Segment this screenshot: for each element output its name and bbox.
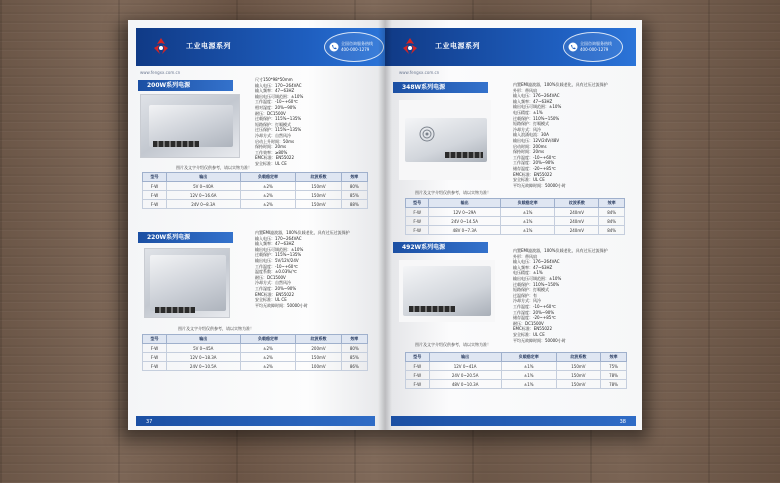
spec-line: 尺寸150*98*50mm [255,77,293,82]
table-row [143,362,368,371]
table-cell: 24V 0~10.5A [166,362,240,371]
spec-line: 安全标准：UL CE [513,177,545,183]
table-cell: 84% [599,217,625,226]
table-cell: ±1% [500,217,554,226]
photo-note: 图片及文字介绍仅供参考，请以实物为准！ [178,326,254,331]
table-cell: 12V 0~29A [429,208,501,217]
spec-line: 输入浪涌电流：30A [513,132,549,138]
table-cell: F-W [143,362,167,371]
spec-line: 工作湿度：20%~90% [513,309,555,315]
spec-line: 过载保护：110%~150% [513,115,560,121]
spec-line: 电压精度：±1% [513,270,543,276]
section-title-348w: 348W系列电源 [393,82,488,93]
spec-line: 冷却方式：自然风冷 [255,280,291,286]
spec-list-348w [513,82,635,188]
table-cell: ±2% [240,191,296,200]
spec-line: 冷却方式：风冷 [513,298,541,304]
table-cell: 78% [601,371,627,380]
table-cell: 78% [601,380,627,389]
page-number-right: 38 [619,419,626,425]
spec-line: 内置EMI滤波器，100%负载老化，具有过压过流保护 [513,82,608,87]
spec-line: 平均无故障时间：50000小时 [513,182,566,188]
column-header: 纹波系数 [296,173,341,182]
spec-line: 平均无故障时间：50000小时 [513,337,566,343]
column-header: 效率 [601,353,627,362]
spec-line: 输入频率：47~63HZ [255,241,295,247]
table-cell: 48V 0~10.3A [429,380,501,389]
table-cell: 150mV [296,200,341,209]
spec-line: 输出电压：5V/12V/24V [255,257,299,263]
spec-list-200w [255,77,375,167]
hotline-text [341,41,373,53]
hotline-number: 400-000-1279 [341,47,370,52]
spec-line: 启动上升时间：50ms [255,138,295,144]
table-row [406,217,625,226]
spec-line: 相对湿度：20%~90% [255,104,297,110]
table-cell: F-W [406,362,430,371]
photo-note: 图片及文字介绍仅供参考，请以实物为准！ [415,190,491,195]
table-cell: 80% [341,344,367,353]
table-cell: F-W [143,200,167,209]
brand-logo-icon [399,36,421,58]
spec-line: 工作温度：-10~+60℃ [255,263,298,269]
spec-line: EMC标准：EN55022 [255,291,295,297]
spec-line: 工作温度：-10~+60℃ [513,154,556,160]
spec-line: 耐压：DC1500V [255,110,286,116]
spec-line: 输入频率：47~63HZ [513,264,553,270]
table-cell: 200mV [296,344,341,353]
table-cell: F-W [143,182,167,191]
spec-line: 温度系数：±0.03%/℃ [255,269,297,275]
spec-line: 输入电压：170~264VAC [255,82,302,88]
spec-line: 过载保护：115%~135% [255,252,302,258]
spec-line: 短路保护：打嗝模式 [513,121,549,127]
product-photo-220w [144,248,230,318]
column-header: 输出 [166,335,240,344]
section-title-200w: 200W系列电源 [138,80,233,91]
spec-line: 输出电压：12V/24V/48V [513,137,560,143]
brand-logo-icon [150,36,172,58]
table-row [406,226,625,235]
spec-line: 输入电压：176~264VAC [513,93,560,99]
spec-line: EMC标准：EN55022 [513,326,553,332]
table-cell: F-W [143,344,167,353]
table-header-row [406,353,627,362]
spec-line: 工作温度：-10~+60℃ [513,303,556,309]
table-cell: 84% [599,208,625,217]
table-cell: 150mV [556,371,600,380]
column-header: 效率 [341,335,367,344]
table-cell: ±2% [240,344,296,353]
spec-line: 保持时间：20ms [255,144,287,150]
spec-line: 安全标准：UL CE [513,331,545,337]
hotline-text [580,41,612,53]
book-spine [378,20,392,430]
column-header: 型号 [143,173,167,182]
table-cell: 12V 0~18.3A [166,353,240,362]
table-cell: ±1% [501,362,556,371]
table-row [406,362,627,371]
spec-line: EMC标准：EN55022 [255,155,295,161]
column-header: 输出 [429,199,501,208]
spec-line: 输出电压可调范围：±10% [255,246,304,252]
table-cell: 12V 0~41A [429,362,501,371]
table-cell: 150mV [296,353,341,362]
right-page-header [385,28,636,66]
photo-note: 图片及文字介绍仅供参考，请以实物为准！ [176,165,252,170]
hotline-label: 全国咨询服务热线 [341,41,373,46]
spec-line: 冷却方式：风冷 [513,126,541,132]
spec-line: 电压精度：±1% [513,109,543,115]
column-header: 效率 [599,199,625,208]
column-header: 负载稳定率 [240,335,296,344]
spec-line: 工作效率：≥80% [255,149,288,155]
table-cell: ±2% [240,353,296,362]
table-row [143,191,368,200]
right-page [385,20,642,430]
spec-line: 储存温度：-20~+85℃ [513,165,556,171]
spec-list-492w [513,248,635,343]
hotline-badge [563,32,623,62]
spec-line: 过温保护：有 [513,292,537,298]
spec-line: 工作温度：-10~+60℃ [255,99,298,105]
table-cell: ±1% [501,371,556,380]
brand-name: 工业电源系列 [435,42,480,50]
spec-line: 外形：带风扇 [513,253,537,259]
table-cell: 75% [601,362,627,371]
product-photo-492w [399,260,495,322]
table-cell: 85% [341,353,367,362]
spec-line: 输入电压：176~264VAC [513,259,560,265]
table-cell: F-W [406,380,430,389]
table-row [143,344,368,353]
photo-note: 图片及文字介绍仅供参考，请以实物为准！ [415,342,491,347]
table-cell: 5V 0~45A [166,344,240,353]
table-cell: F-W [143,353,167,362]
spec-table-220w [142,334,368,371]
spec-line: 外形：带风扇 [513,87,537,93]
spec-line: 内置EMI滤波器，100%负载老化，具有过压过流保护 [513,248,608,253]
spec-line: 输出电压可调范围：±10% [513,275,562,281]
spec-line: 输入频率：47~63HZ [255,88,295,94]
table-cell: 24V 0~8.3A [166,200,240,209]
spec-line: 平均无故障时间：50000小时 [255,302,308,308]
spec-line: 内置EMI滤波器，100%负载老化，具有过压过流保护 [255,230,350,235]
table-row [143,200,368,209]
column-header: 型号 [406,353,430,362]
spec-line: 过载保护：115%~135% [255,116,302,122]
page-number-left: 37 [146,419,153,425]
spec-line: 过载保护：110%~150% [513,281,560,287]
column-header: 纹波系数 [556,353,600,362]
column-header: 效率 [341,173,367,182]
section-title-492w: 492W系列电源 [393,242,488,253]
spec-table-492w [405,352,627,389]
table-cell: 85% [341,191,367,200]
table-cell: 80% [341,182,367,191]
table-cell: 88% [341,200,367,209]
table-cell: ±1% [500,208,554,217]
table-cell: 100mV [296,362,341,371]
table-cell: 24V 0~14.5A [429,217,501,226]
spec-table-200w [142,172,368,209]
spec-line: 工作湿度：20%~90% [513,160,555,166]
table-row [406,380,627,389]
table-header-row [143,173,368,182]
spec-list-220w [255,230,375,308]
table-cell: F-W [143,191,167,200]
hotline-label: 全国咨询服务热线 [580,41,612,46]
column-header: 纹波系数 [296,335,341,344]
spec-line: 安全标准：UL CE [255,160,287,166]
table-cell: 84% [599,226,625,235]
table-row [406,208,625,217]
table-cell: 86% [341,362,367,371]
spec-line: 安全标准：UL CE [255,297,287,303]
table-header-row [143,335,368,344]
spec-line: 保持时间：20ms [513,149,545,155]
product-photo-348w [399,100,491,180]
spec-line: 启动时间：200ms [513,143,547,149]
table-cell: 150mV [556,380,600,389]
spec-line: 储存温度：-20~+85℃ [513,315,556,321]
spec-line: 耐压：DC1500V [513,320,544,326]
fan-grill-icon [419,126,435,142]
table-cell: F-W [406,226,429,235]
spec-line: 输出电压可调范围：±10% [513,104,562,110]
table-cell: ±2% [240,182,296,191]
table-row [143,182,368,191]
spec-line: 过压保护：115%~135% [255,127,302,133]
spec-line: 冷却方式：自然风冷 [255,132,291,138]
table-cell: 150mV [556,362,600,371]
spec-line: EMC标准：EN55022 [513,171,553,177]
hotline-number: 400-000-1279 [580,47,609,52]
left-page-footer [136,416,375,426]
column-header: 输出 [429,353,501,362]
table-cell: F-W [406,208,429,217]
spec-line: 短路保护：打嗝模式 [513,287,549,293]
spec-line: 工作湿度：20%~90% [255,285,297,291]
spec-line: 短路保护：打嗝模式 [255,121,291,127]
table-cell: F-W [406,217,429,226]
table-cell: 240mV [555,226,599,235]
column-header: 纹波系数 [555,199,599,208]
table-cell: 240mV [555,208,599,217]
table-row [143,353,368,362]
table-cell: ±1% [500,226,554,235]
website-text: www.fengxx.com.cn [399,70,440,75]
spec-line: 输入电压：170~264VAC [255,235,302,241]
section-title-220w: 220W系列电源 [138,232,233,243]
left-page-header [136,28,385,66]
table-row [406,371,627,380]
product-photo-200w [140,94,240,158]
open-brochure [128,20,642,430]
table-cell: 5V 0~40A [166,182,240,191]
table-cell: 12V 0~16.6A [166,191,240,200]
table-cell: F-W [406,371,430,380]
website-text: www.fengxx.com.cn [140,70,181,75]
left-page [128,20,385,430]
spec-table-348w [405,198,625,235]
table-cell: 150mV [296,182,341,191]
table-cell: ±1% [501,380,556,389]
brand-name: 工业电源系列 [186,42,231,50]
phone-icon [568,42,578,52]
table-cell: 24V 0~20.5A [429,371,501,380]
right-page-footer [391,416,636,426]
column-header: 型号 [406,199,429,208]
spec-line: 输入频率：47~63HZ [513,98,553,104]
spec-line: 输出电压可调范围：±10% [255,93,304,99]
column-header: 输出 [166,173,240,182]
table-cell: 48V 0~7.3A [429,226,501,235]
column-header: 负载稳定率 [501,353,556,362]
table-header-row [406,199,625,208]
table-cell: ±2% [240,200,296,209]
column-header: 负载稳定率 [240,173,296,182]
hotline-badge [324,32,384,62]
spec-line: 耐压：DC1500V [255,274,286,280]
table-cell: 240mV [555,217,599,226]
phone-icon [329,42,339,52]
table-cell: 150mV [296,191,341,200]
column-header: 负载稳定率 [500,199,554,208]
table-cell: ±2% [240,362,296,371]
column-header: 型号 [143,335,167,344]
